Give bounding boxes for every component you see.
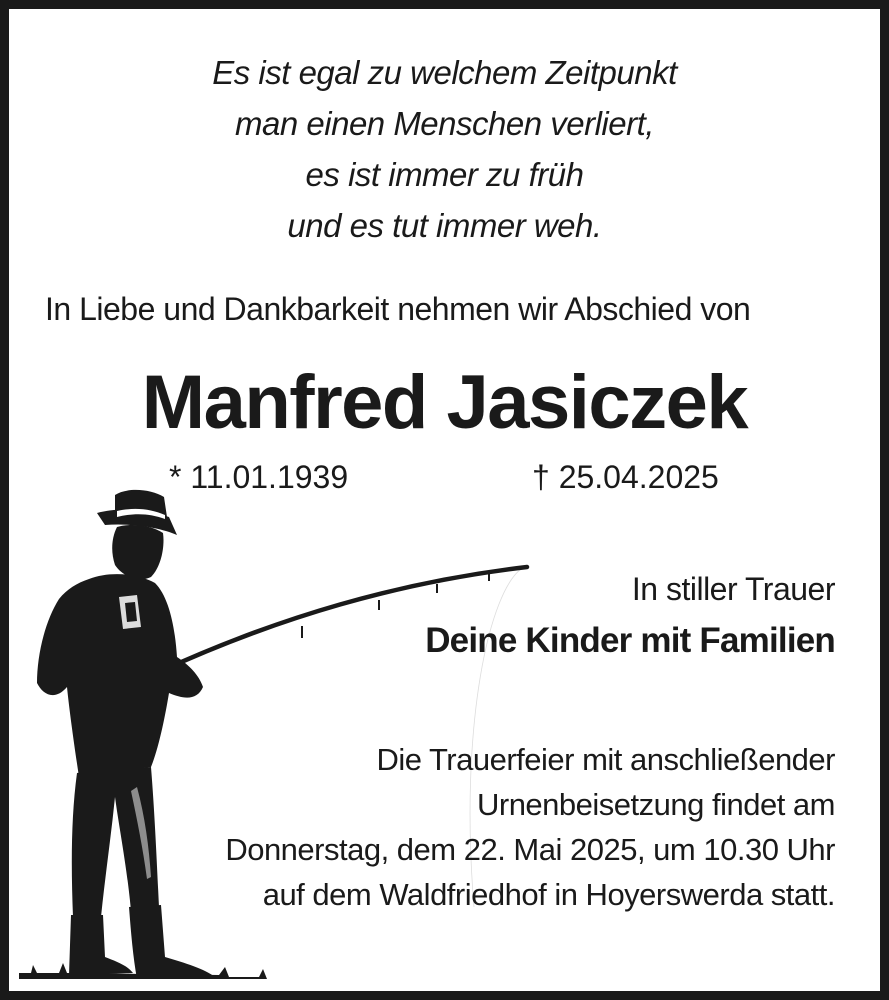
farewell-intro: In Liebe und Dankbarkeit nehmen wir Abschied von [45, 291, 751, 327]
birth-date: * 11.01.1939 [169, 459, 349, 495]
mourners-intro: In stiller Trauer [631, 571, 835, 607]
quote [9, 47, 880, 251]
quote-line: es ist immer zu früh [305, 156, 584, 193]
ceremony-line: auf dem Waldfriedhof in Hoyerswerda statt. [262, 877, 835, 912]
death-date: † 25.04.2025 [532, 459, 719, 495]
quote-line: Es ist egal zu welchem Zeitpunkt [212, 54, 677, 91]
ceremony-line: Die Trauerfeier mit anschließender [376, 742, 835, 777]
ceremony-info [225, 737, 835, 917]
ceremony-line: Urnenbeisetzung findet am [476, 787, 835, 822]
mourners-names: Deine Kinder mit Familien [425, 621, 835, 660]
deceased-name: Manfred Jasiczek [141, 360, 748, 445]
quote-line: und es tut immer weh. [287, 207, 602, 244]
ceremony-line: Donnerstag, dem 22. Mai 2025, um 10.30 Uhr [225, 832, 835, 867]
quote-line: man einen Menschen verliert, [235, 105, 654, 142]
